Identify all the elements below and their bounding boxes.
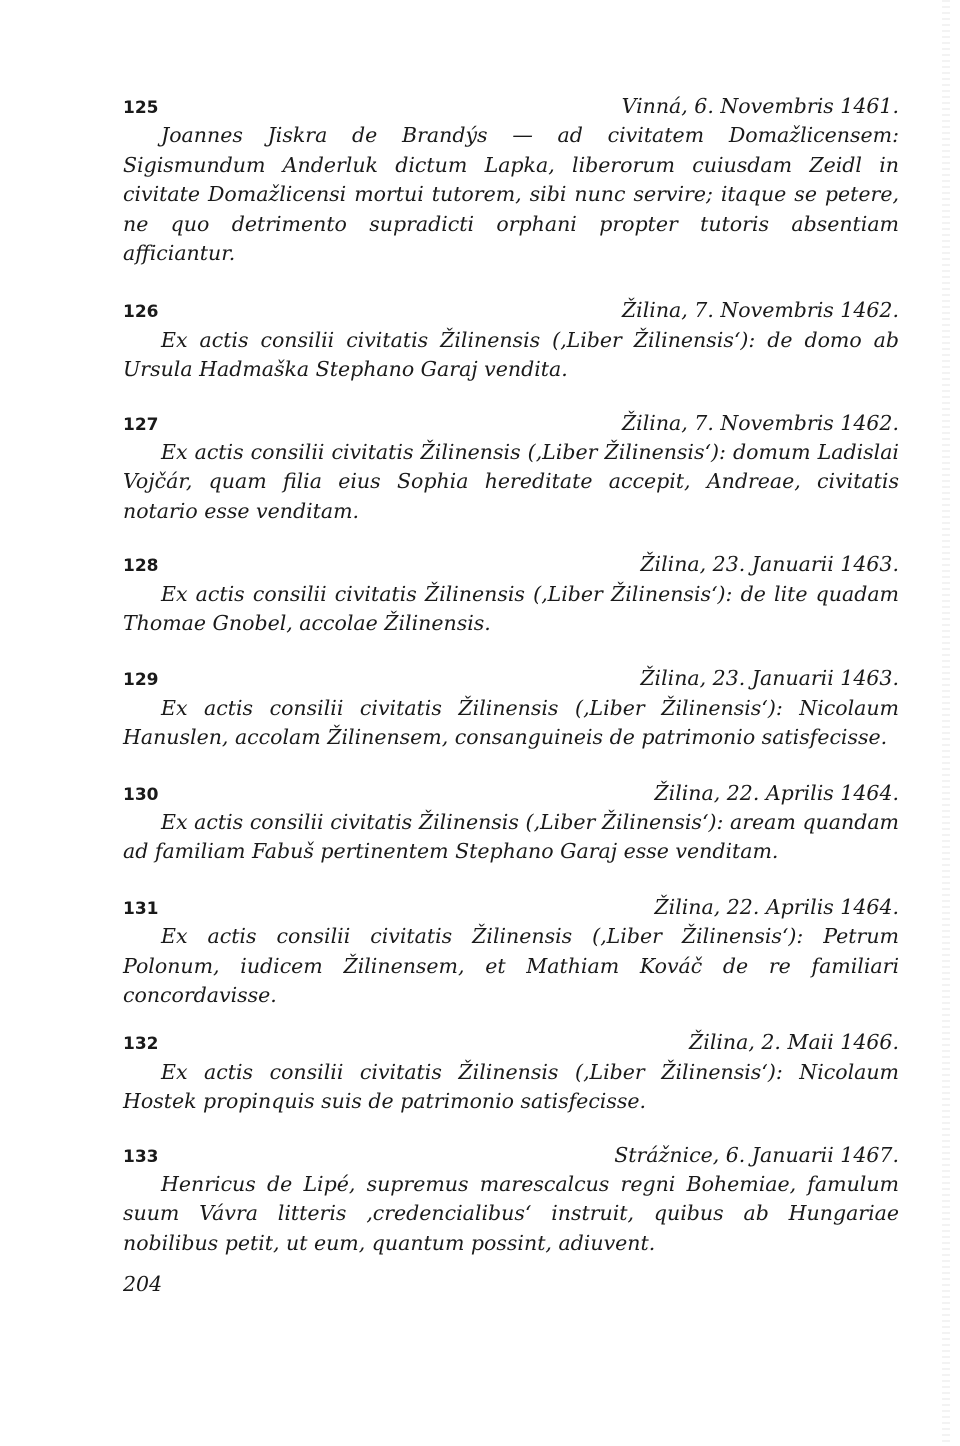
entry-number: 130	[123, 784, 159, 805]
entry-131	[123, 893, 899, 1011]
entry-number: 131	[123, 898, 159, 919]
entry-text: Ex actis consilii civitatis Žilinensis (‚Liber Žilinensis‘): Nicolaum Hanuslen, accolam Žilinensem, consanguineis de patrimonio satisfecisse.	[123, 695, 899, 750]
entry-place-date: Žilina, 7. Novembris 1462.	[621, 410, 899, 435]
entry-number: 127	[123, 414, 159, 435]
entry-text: Ex actis consilii civitatis Žilinensis (‚Liber Žilinensis‘): aream quandam ad familiam Fabuš pertinentem Stephano Garaj esse venditam.	[123, 810, 899, 864]
entry-place-date: Žilina, 23. Januarii 1463.	[640, 552, 899, 577]
entry-number: 132	[123, 1034, 159, 1055]
entry-header	[123, 1141, 899, 1170]
entry-number: 125	[123, 98, 159, 118]
entry-number: 126	[123, 302, 159, 323]
entry-number: 133	[123, 1146, 159, 1167]
entry-header	[123, 664, 899, 693]
entry-header	[123, 296, 899, 325]
entry-header	[123, 92, 899, 121]
entry-text: Ex actis consilii civitatis Žilinensis (‚Liber Žilinensis‘): Nicolaum Hostek propinquis suis de patrimonio satisfecisse.	[123, 1059, 899, 1114]
entry-130	[123, 779, 899, 867]
entry-header	[123, 893, 899, 922]
scan-edge-texture	[942, 0, 950, 1446]
entry-text: Ex actis consilii civitatis Žilinensis (‚Liber Žilinensis‘): Petrum Polonum, iudicem Žilinensem, et Mathiam Kováč de re familiari concordavisse.	[123, 924, 899, 1008]
entry-place-date: Žilina, 23. Januarii 1463.	[640, 666, 899, 691]
entry-header	[123, 779, 899, 808]
entry-132	[123, 1028, 899, 1116]
entry-place-date: Vinná, 6. Novembris 1461.	[621, 94, 899, 118]
entry-header	[123, 1028, 899, 1057]
entry-header	[123, 409, 899, 438]
entry-text: Henricus de Lipé, supremus marescalcus regni Bohemiae, famulum suum Vávra litteris ‚credencialibus‘ instruit, quibus ab Hungariae nobilibus petit, ut eum, quantum possint, adiuvent.	[123, 1172, 899, 1255]
entry-number: 129	[123, 670, 159, 691]
entry-text: Ex actis consilii civitatis Žilinensis (‚Liber Žilinensis‘): de domo ab Ursula Hadmaška Stephano Garaj vendita.	[123, 327, 899, 382]
entry-126	[123, 296, 899, 384]
entry-133	[123, 1141, 899, 1259]
entry-128	[123, 550, 899, 638]
entry-text: Joannes Jiskra de Brandýs — ad civitatem Domažlicensem: Sigismundum Anderluk dictum Lapka, liberorum cuiusdam Zeidl in civitate Domažlicensi mortui tutorem, sibi nunc servire; itaque se petere, ne quo detrimento supradicti orphani propter tutoris absentiam afficiantur.	[123, 123, 899, 266]
entry-place-date: Žilina, 2. Maii 1466.	[689, 1030, 899, 1055]
entry-127	[123, 409, 899, 527]
document-page	[123, 92, 899, 1300]
entry-place-date: Žilina, 22. Aprilis 1464.	[654, 780, 899, 805]
entry-place-date: Žilina, 7. Novembris 1462.	[621, 298, 899, 323]
entry-number: 128	[123, 556, 159, 577]
entry-header	[123, 550, 899, 579]
entry-place-date: Žilina, 22. Aprilis 1464.	[654, 894, 899, 919]
page-number: 204	[123, 1272, 163, 1297]
entry-place-date: Strážnice, 6. Januarii 1467.	[614, 1142, 899, 1167]
entry-text: Ex actis consilii civitatis Žilinensis (‚Liber Žilinensis‘): de lite quadam Thomae Gnobel, accolae Žilinensis.	[123, 581, 899, 636]
entry-129	[123, 664, 899, 752]
entry-125	[123, 92, 899, 268]
entry-text: Ex actis consilii civitatis Žilinensis (‚Liber Žilinensis‘): domum Ladislai Vojčár, quam filia eius Sophia hereditate accepit, Andreae, civitatis notario esse venditam.	[123, 440, 899, 523]
